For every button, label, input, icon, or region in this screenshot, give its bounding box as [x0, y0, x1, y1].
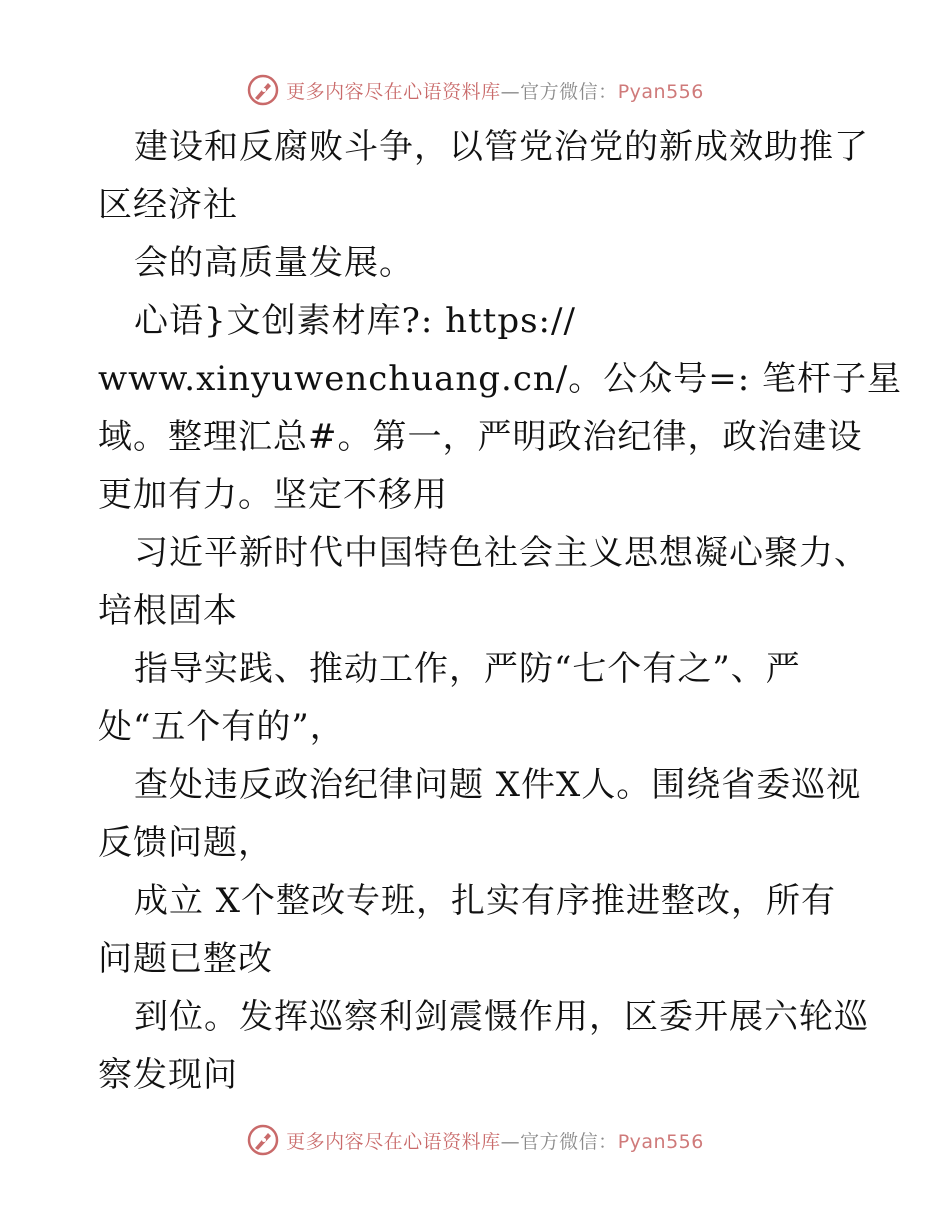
watermark-wechat-id: Pyan556 [617, 80, 704, 103]
body-line: 建设和反腐败斗争，以管党治党的新成效助推了 [134, 127, 869, 167]
watermark-brand: 更多内容尽在心语资料库 [286, 80, 501, 103]
document-body [98, 118, 902, 1104]
body-line: 成立 X个整改专班，扎实有序推进整改，所有 [134, 881, 837, 921]
footer-watermark [0, 1120, 950, 1160]
watermark-brand: 更多内容尽在心语资料库 [286, 1130, 501, 1153]
watermark-separator: — [500, 1130, 521, 1153]
body-line: www.xinyuwenchuang.cn/。公众号=: 笔杆子星 [98, 359, 902, 399]
watermark-wechat-label: 官方微信： [520, 80, 618, 103]
body-line: 问题已整改 [98, 939, 273, 979]
watermark-text [286, 77, 704, 104]
body-line: 心语}文创素材库?: https:// [134, 301, 576, 341]
body-line: 到位。发挥巡察利剑震慑作用，区委开展六轮巡 [134, 997, 869, 1037]
watermark-text [286, 1127, 704, 1154]
watermark-separator: — [500, 80, 521, 103]
body-line: 习近平新时代中国特色社会主义思想凝心聚力、 [134, 533, 869, 573]
header-watermark [0, 70, 950, 110]
body-line: 查处违反政治纪律问题 X件X人。围绕省委巡视 [134, 765, 862, 805]
body-line: 培根固本 [98, 591, 238, 631]
body-line: 察发现问 [98, 1055, 238, 1095]
body-line: 更加有力。坚定不移用 [98, 475, 448, 515]
body-line: 会的高质量发展。 [134, 243, 414, 283]
body-line: 处“五个有的”， [98, 707, 345, 747]
pen-nib-logo-icon [246, 73, 280, 107]
body-line: 指导实践、推动工作，严防“七个有之”、严 [134, 649, 801, 689]
watermark-wechat-label: 官方微信： [520, 1130, 618, 1153]
pen-nib-logo-icon [246, 1123, 280, 1157]
body-line: 域。整理汇总#。第一，严明政治纪律，政治建设 [98, 417, 863, 457]
body-line: 反馈问题， [98, 823, 273, 863]
watermark-wechat-id: Pyan556 [617, 1130, 704, 1153]
body-line: 区经济社 [98, 185, 238, 225]
